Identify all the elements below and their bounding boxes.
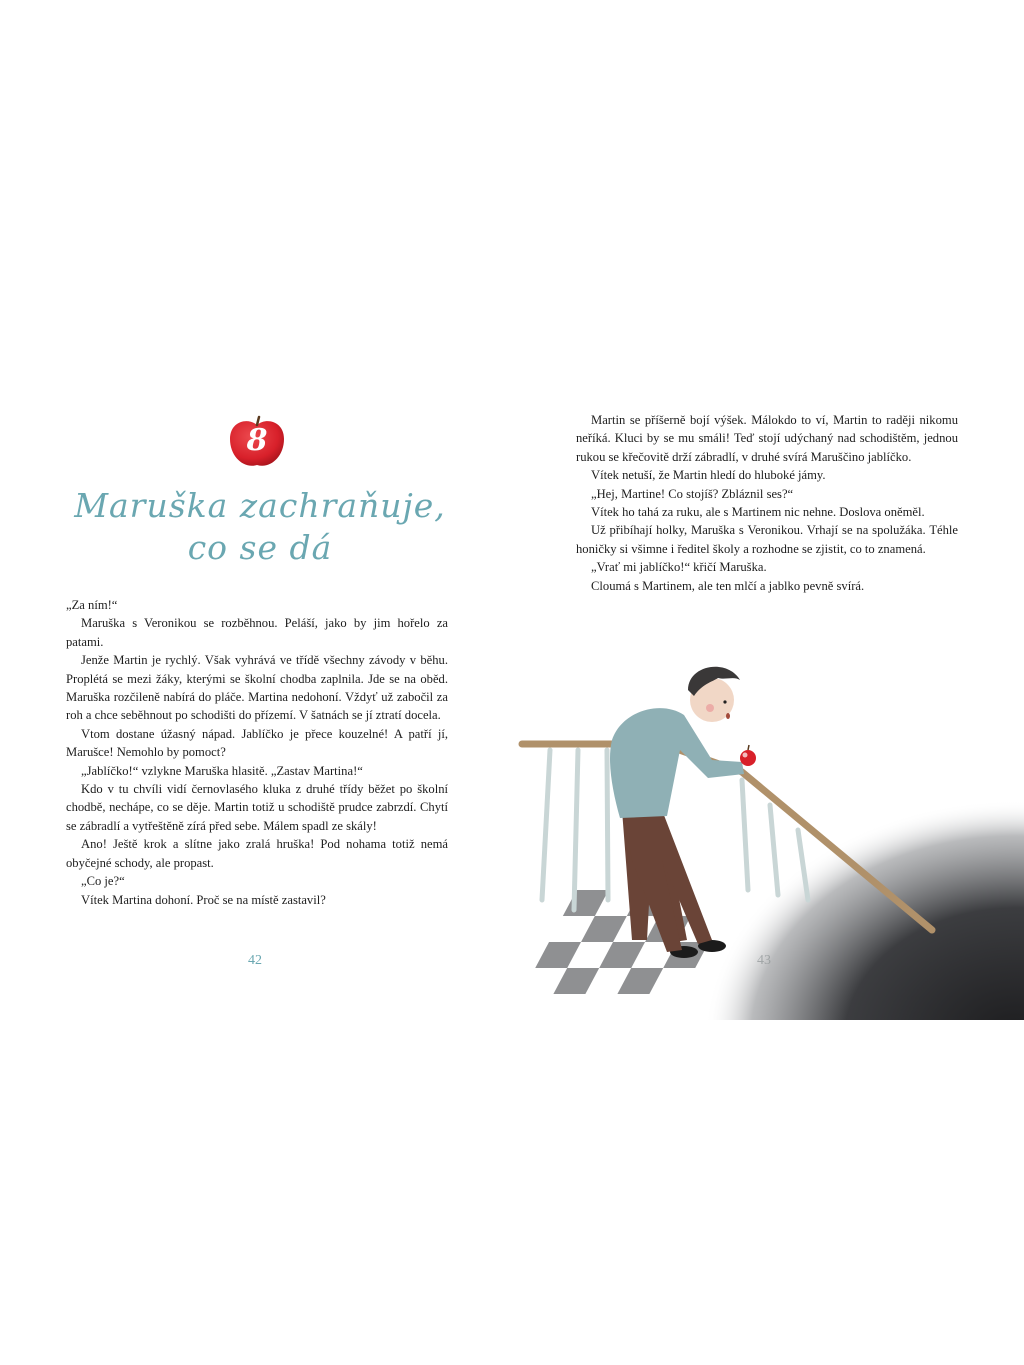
paragraph: Jenže Martin je rychlý. Však vyhrává ve třídě všechny závody v běhu. Proplétá se mezi žáky, kterými se školní chodba zaplnila. Jde se na oběd. Maruška rozčileně nabírá do pláče. Martina nedohoní. Vždyť už zabočil za roh a chce seběhnout po schodišti do přízemí. V šatnách se jí ztratí docela. <box>66 653 448 723</box>
right-page-text <box>576 411 958 595</box>
paragraph: Kdo v tu chvíli vidí černovlasého kluka z druhé třídy běžet po školní chodbě, nechápe, co se děje. Martin totiž u schodiště prudce zabrzdí. Chytí se zábradlí a vytřeštěně zírá před sebe. Málem spadl ze skály! <box>66 782 448 833</box>
paragraph: Vítek netuší, že Martin hledí do hluboké jámy. <box>591 468 826 483</box>
paragraph: Už přibíhají holky, Maruška s Veronikou. Vrhají se na spolužáka. Téhle honičky si všimne i ředitel školy a rozhodne se zjistit, co to znamená. <box>576 523 958 556</box>
paragraph: „Za ním!“ <box>66 598 118 612</box>
chapter-title-line-1: Maruška zachraňuje, <box>74 486 446 525</box>
chapter-title <box>60 485 460 569</box>
left-page-text <box>66 596 448 909</box>
chapter-title-line-2: co se dá <box>187 528 333 567</box>
paragraph: Ano! Ještě krok a slítne jako zralá hruška! Pod nohama totiž nemá obyčejné schody, ale propast. <box>66 837 448 870</box>
paragraph: Vítek Martina dohoní. Proč se na místě zastavil? <box>81 892 326 907</box>
paragraph: „Jablíčko!“ vzlykne Maruška hlasitě. „Zastav Martina!“ <box>81 763 363 778</box>
paragraph: Maruška s Veronikou se rozběhnou. Peláší, jako by jim hořelo za patami. <box>66 616 448 649</box>
paragraph: Martin se příšerně bojí výšek. Málokdo to ví, Martin to raději nikomu neříká. Kluci by se mu smáli! Teď stojí udýchaný nad schodištěm, jednou rukou se křečovitě drží zábradlí, v druhé svírá Maruščino jablíčko. <box>576 413 958 464</box>
page-number-left: 42 <box>248 953 262 968</box>
paragraph: „Hej, Martine! Co stojíš? Zbláznil ses?“ <box>591 486 794 501</box>
page-number-right: 43 <box>757 953 771 968</box>
paragraph: Cloumá s Martinem, ale ten mlčí a jablko pevně svírá. <box>591 578 865 593</box>
paragraph: „Vrať mi jablíčko!“ křičí Maruška. <box>591 560 767 575</box>
paragraph: Vítek ho tahá za ruku, ale s Martinem nic nehne. Doslova oněměl. <box>591 505 925 520</box>
paragraph: „Co je?“ <box>81 874 125 889</box>
chapter-number: 8 <box>246 423 268 458</box>
apple-icon <box>226 415 288 471</box>
paragraph: Vtom dostane úžasný nápad. Jablíčko je přece kouzelné! A patří jí, Marušce! Nemohlo by pomoct? <box>66 726 448 760</box>
